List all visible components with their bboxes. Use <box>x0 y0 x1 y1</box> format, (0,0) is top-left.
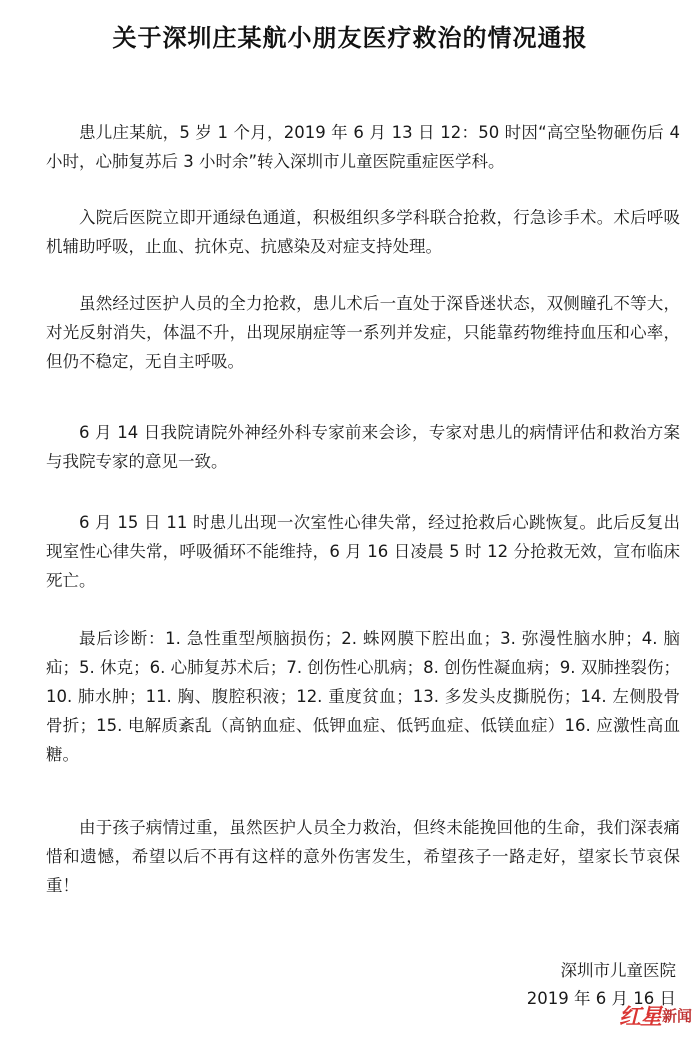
watermark-logo: 红星 <box>618 1004 661 1030</box>
paragraph-condolence: 由于孩子病情过重，虽然医护人员全力救治，但终未能挽回他的生命，我们深表痛惜和遗憾，希望以后不再有这样的意外伤害发生，希望孩子一路走好，望家长节哀保重！ <box>46 818 680 895</box>
signature-date: 2019 年 6 月 16 日 <box>526 989 676 1008</box>
paragraph-condition: 虽然经过医护人员的全力抢救，患儿术后一直处于深昏迷状态，双侧瞳孔不等大，对光反射消失，体温不升，出现尿崩症等一系列并发症，只能靠药物维持血压和心率，但仍不稳定，无自主呼吸。 <box>46 294 680 371</box>
paragraph-admission: 患儿庄某航，5 岁 1 个月，2019 年 6 月 13 日 12：50 时因“高空坠物砸伤后 4 小时，心肺复苏后 3 小时余”转入深圳市儿童医院重症医学科。 <box>46 123 680 171</box>
paragraph-diagnosis: 最后诊断：1. 急性重型颅脑损伤；2. 蛛网膜下腔出血；3. 弥漫性脑水肿；4. 脑疝；5. 休克；6. 心肺复苏术后；7. 创伤性心肌病；8. 创伤性凝血病；9. 双肺挫裂伤；10. 肺水肿；11. 胸、腹腔积液；12. 重度贫血；13. 多发头皮撕脱伤；14. 左侧股骨骨折；15. 电解质紊乱（高钠血症、低钾血症、低钙血症、低镁血症）16. 应激性高血糖。 <box>46 629 680 764</box>
news-watermark <box>619 1000 692 1031</box>
watermark-text: 新闻 <box>661 1007 692 1025</box>
paragraph-surgery: 入院后医院立即开通绿色通道，积极组织多学科联合抢救，行急诊手术。术后呼吸机辅助呼吸，止血、抗休克、抗感染及对症支持处理。 <box>46 208 680 256</box>
paragraph-consultation: 6 月 14 日我院请院外神经外科专家前来会诊，专家对患儿的病情评估和救治方案与我院专家的意见一致。 <box>46 423 680 471</box>
signature-organization: 深圳市儿童医院 <box>560 961 676 980</box>
document-title: 关于深圳庄某航小朋友医疗救治的情况通报 <box>112 24 588 52</box>
paragraph-death: 6 月 15 日 11 时患儿出现一次室性心律失常，经过抢救后心跳恢复。此后反复出现室性心律失常，呼吸循环不能维持，6 月 16 日凌晨 5 时 12 分抢救无效，宣布临床死亡。 <box>46 513 680 590</box>
